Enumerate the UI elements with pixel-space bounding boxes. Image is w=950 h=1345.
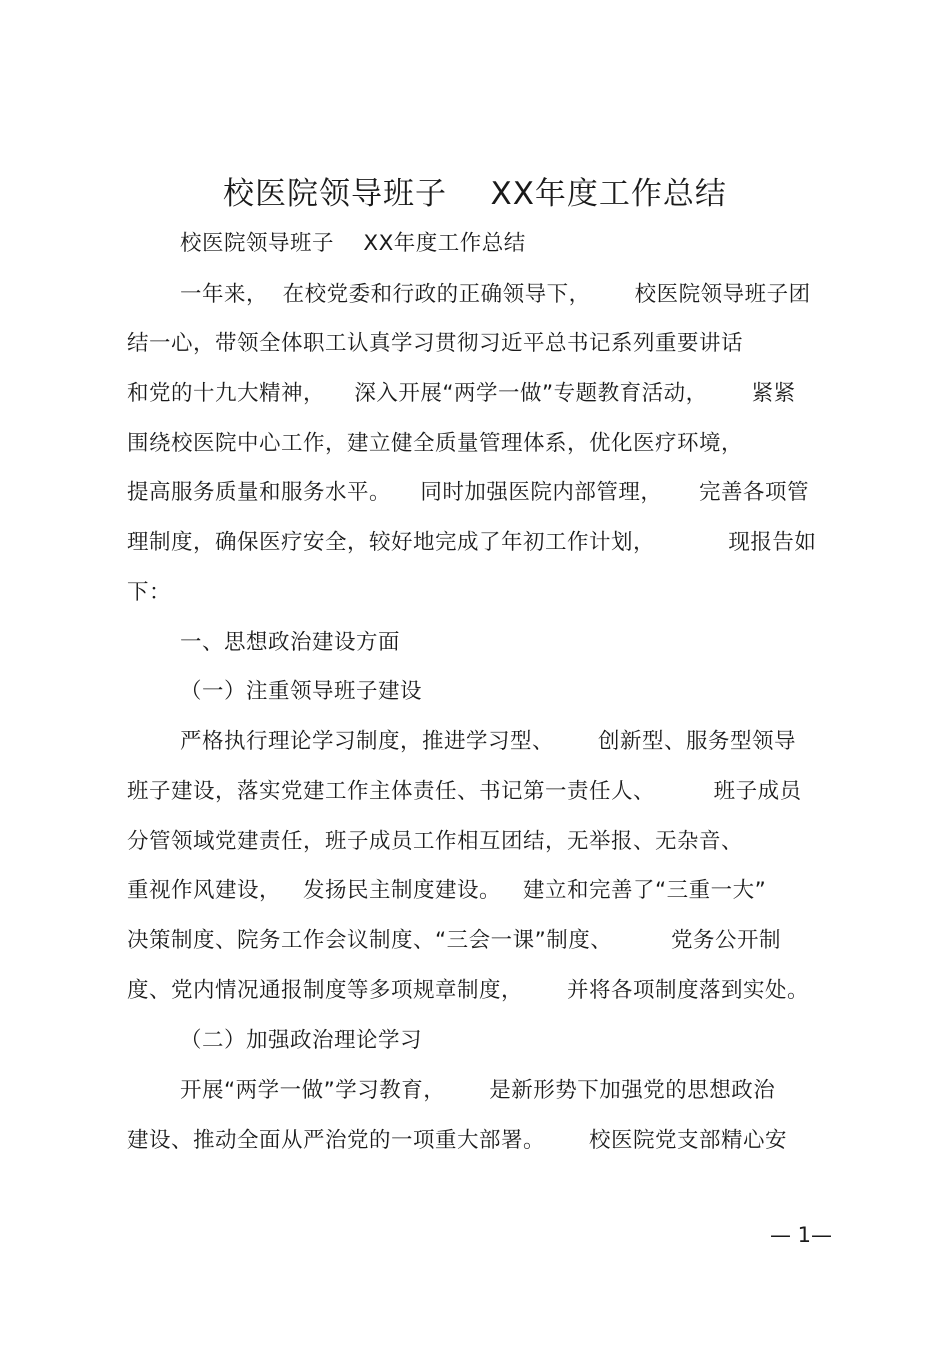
subsection-heading: （二）加强政治理论学习	[180, 1028, 423, 1053]
paragraph-line: 提高服务质量和服务水平。 同时加强医院内部管理， 完善各项管	[127, 480, 810, 505]
page-number: — 1—	[770, 1223, 833, 1247]
paragraph-line: 度、党内情况通报制度等多项规章制度， 并将各项制度落到实处。	[127, 978, 810, 1003]
paragraph-line: 和党的十九大精神， 深入开展“两学一做”专题教育活动， 紧紧	[127, 381, 796, 406]
paragraph-line: 严格执行理论学习制度，推进学习型、 创新型、服务型领导	[180, 729, 797, 754]
document-title: 校医院领导班子 XX年度工作总结	[223, 176, 727, 212]
paragraph-line: 班子建设，落实党建工作主体责任、书记第一责任人、 班子成员	[127, 779, 802, 804]
paragraph-line: 建设、推动全面从严治党的一项重大部署。 校医院党支部精心安	[127, 1128, 788, 1153]
paragraph-line: 理制度，确保医疗安全，较好地完成了年初工作计划， 现报告如	[127, 530, 817, 555]
document-subtitle: 校医院领导班子 XX年度工作总结	[180, 231, 526, 256]
paragraph-line: 结一心，带领全体职工认真学习贯彻习近平总书记系列重要讲话	[127, 331, 744, 356]
paragraph-line: 一年来， 在校党委和行政的正确领导下， 校医院领导班子团	[180, 282, 811, 307]
paragraph-line: 下：	[127, 580, 172, 605]
section-heading: 一、思想政治建设方面	[180, 630, 401, 655]
subsection-heading: （一）注重领导班子建设	[180, 679, 423, 704]
paragraph-line: 围绕校医院中心工作，建立健全质量管理体系，优化医疗环境，	[127, 431, 744, 456]
paragraph-line: 开展“两学一做”学习教育， 是新形势下加强党的思想政治	[180, 1078, 776, 1103]
paragraph-line: 重视作风建设， 发扬民主制度建设。 建立和完善了“三重一大”	[127, 878, 767, 903]
paragraph-line: 分管领域党建责任，班子成员工作相互团结，无举报、无杂音、	[127, 829, 744, 854]
paragraph-line: 决策制度、院务工作会议制度、“三会一课”制度、 党务公开制	[127, 928, 781, 953]
